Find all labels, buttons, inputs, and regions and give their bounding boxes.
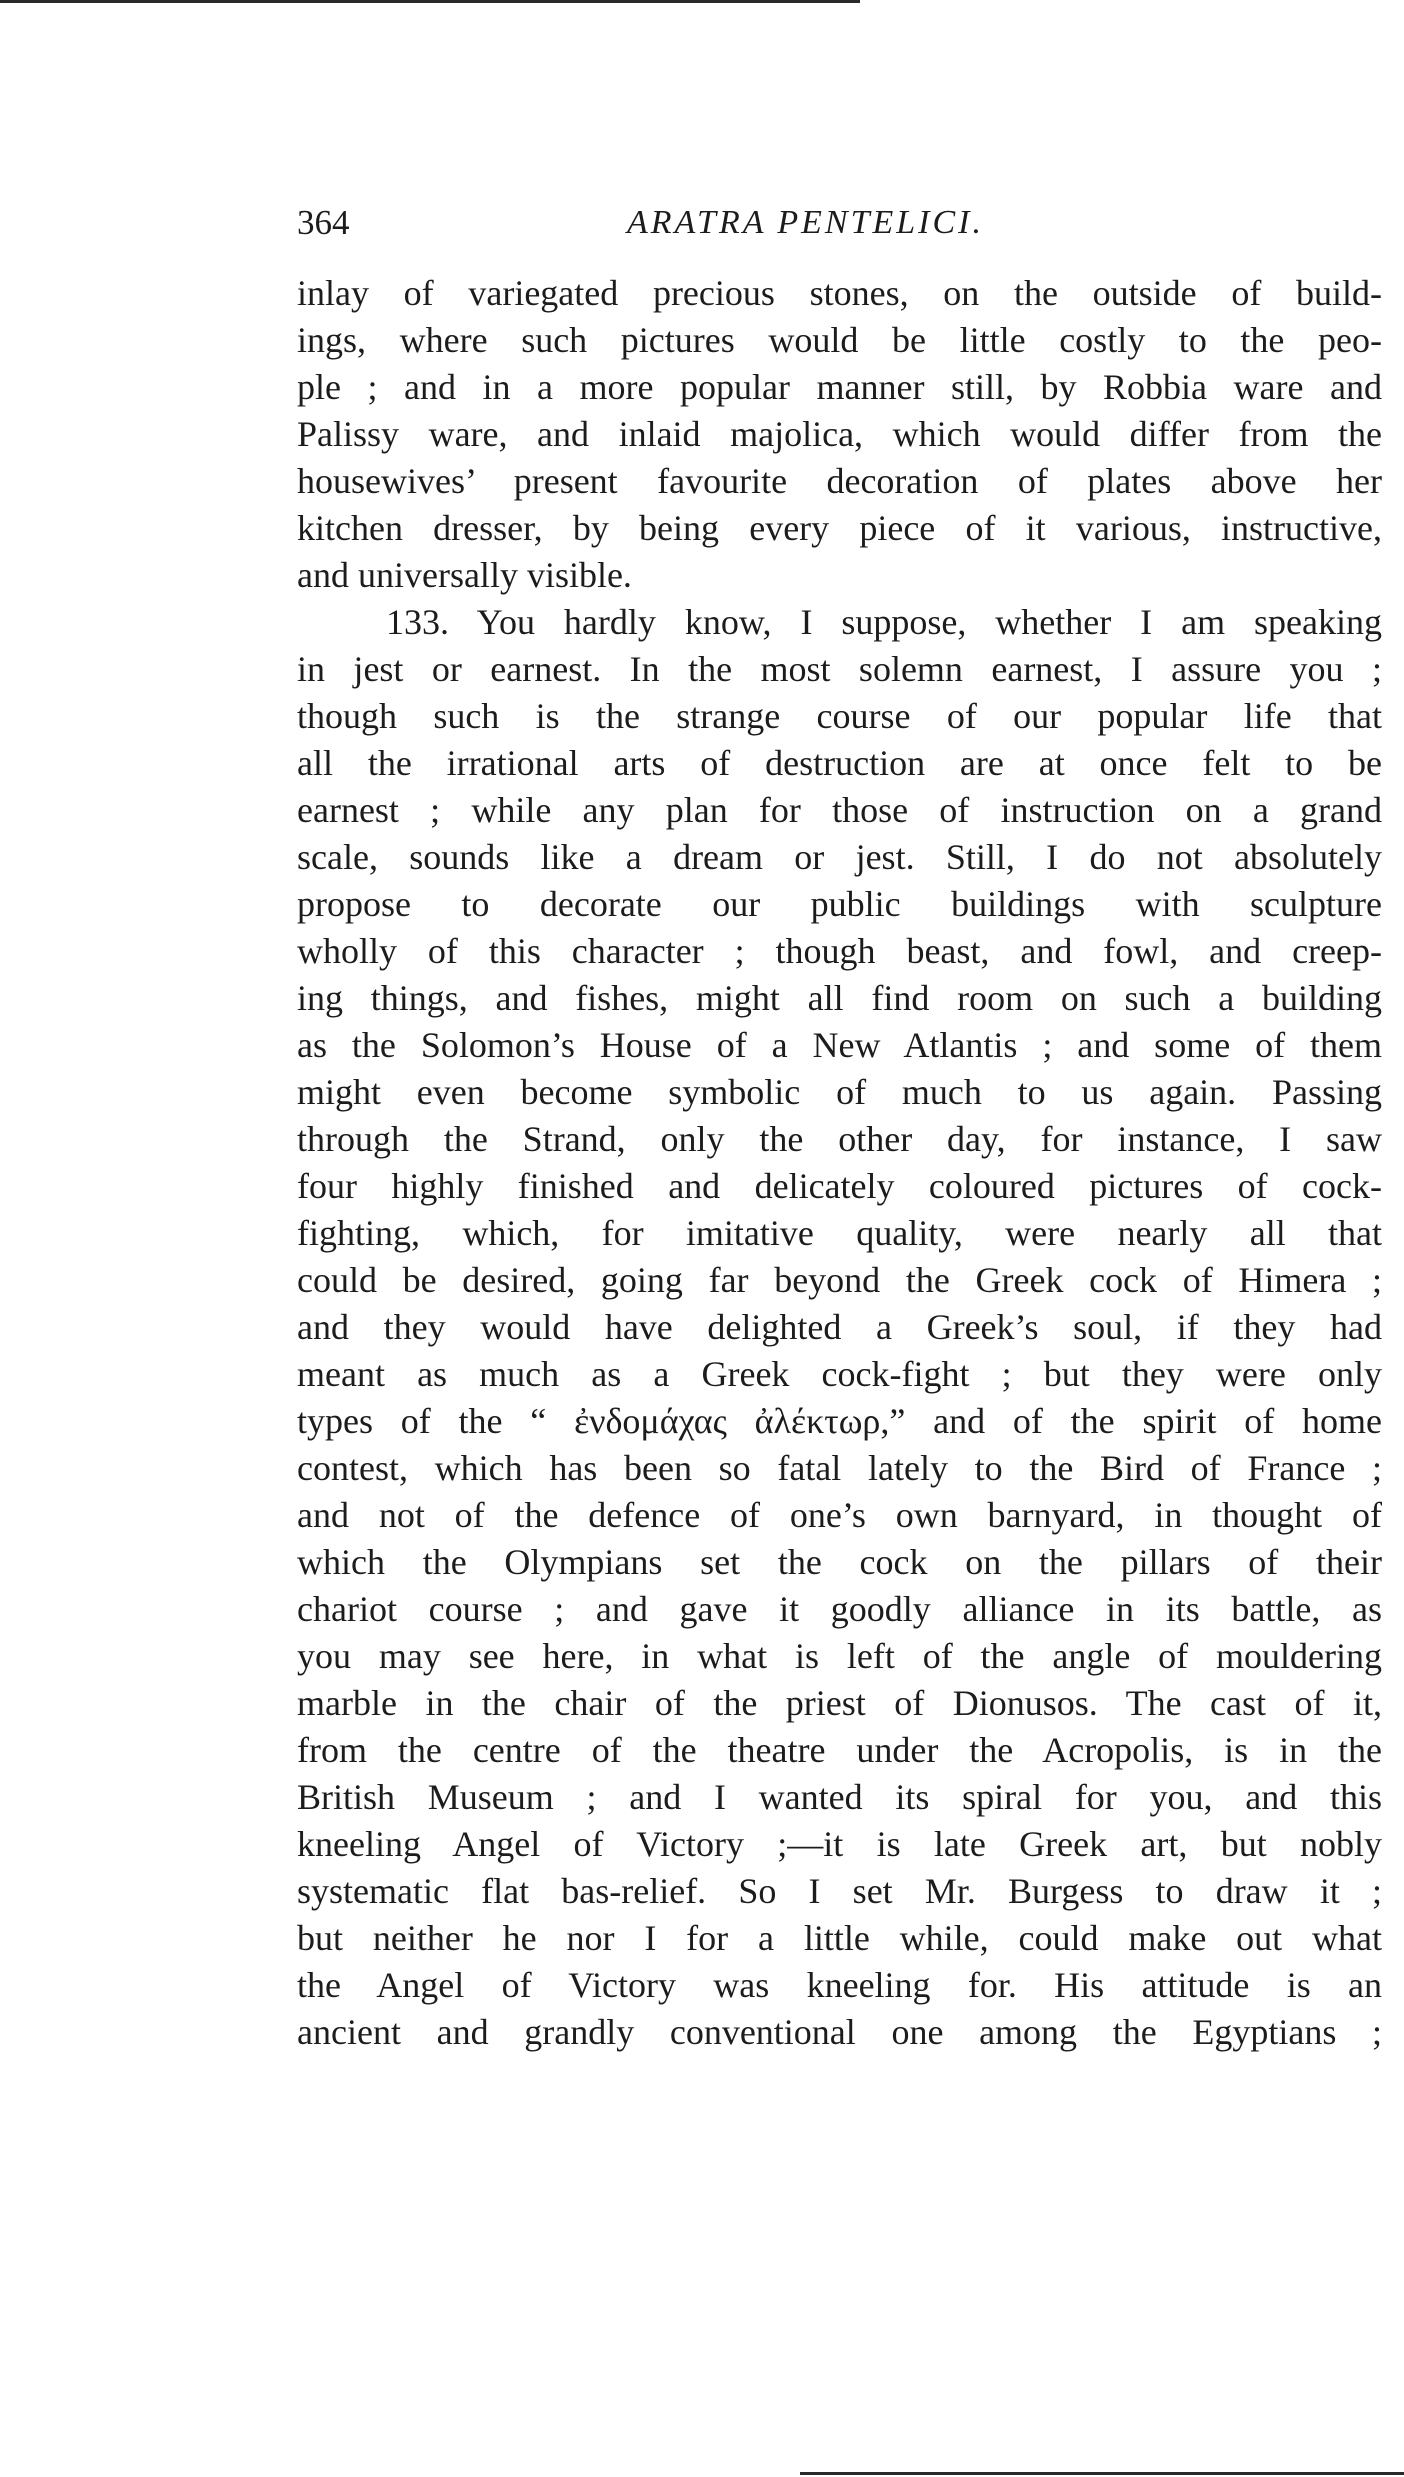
text-line: you may see here, in what is left of the angle of mouldering — [297, 1636, 1382, 1676]
text-line: four highly finished and delicately coloured pictures of cock- — [297, 1166, 1382, 1206]
text-line: systematic flat bas-relief. So I set Mr. Burgess to draw it ; — [297, 1871, 1382, 1911]
text-line: British Museum ; and I wanted its spiral for you, and this — [297, 1777, 1382, 1817]
text-line: meant as much as a Greek cock-fight ; but they were only — [297, 1354, 1382, 1394]
text-line: ing things, and fishes, might all find room on such a building — [297, 978, 1382, 1018]
text-line: marble in the chair of the priest of Dionusos. The cast of it, — [297, 1683, 1382, 1723]
text-line: the Angel of Victory was kneeling for. His attitude is an — [297, 1965, 1382, 2005]
text-line: and they would have delighted a Greek’s soul, if they had — [297, 1307, 1382, 1347]
text-line: housewives’ present favourite decoration of plates above her — [297, 461, 1382, 501]
scan-edge-bottom-rule — [800, 2472, 1404, 2475]
text-line: wholly of this character ; though beast, and fowl, and creep- — [297, 931, 1382, 971]
text-line: ple ; and in a more popular manner still, by Robbia ware and — [297, 367, 1382, 407]
text-line: types of the “ ἐνδομάχας ἀλέκτωρ,” and of the spirit of home — [297, 1401, 1382, 1441]
text-line: ings, where such pictures would be little costly to the peo- — [297, 320, 1382, 360]
paragraph-start-line: 133. You hardly know, I suppose, whether I am speaking — [386, 602, 1382, 642]
text-line: but neither he nor I for a little while, could make out what — [297, 1918, 1382, 1958]
text-line: though such is the strange course of our popular life that — [297, 696, 1382, 736]
text-line: Palissy ware, and inlaid majolica, which would differ from the — [297, 414, 1382, 454]
text-line: inlay of variegated precious stones, on the outside of build- — [297, 273, 1382, 313]
text-line: and universally visible. — [297, 555, 632, 595]
body-text — [297, 270, 1382, 2056]
text-line: chariot course ; and gave it goodly alliance in its battle, as — [297, 1589, 1382, 1629]
text-line: earnest ; while any plan for those of instruction on a grand — [297, 790, 1382, 830]
text-line: scale, sounds like a dream or jest. Still, I do not absolutely — [297, 837, 1382, 877]
text-line: propose to decorate our public buildings with sculpture — [297, 884, 1382, 924]
text-line: contest, which has been so fatal lately to the Bird of France ; — [297, 1448, 1382, 1488]
page-number: 364 — [297, 203, 350, 242]
text-line: fighting, which, for imitative quality, were nearly all that — [297, 1213, 1382, 1253]
text-line: through the Strand, only the other day, for instance, I saw — [297, 1119, 1382, 1159]
text-line: in jest or earnest. In the most solemn earnest, I assure you ; — [297, 649, 1382, 689]
text-line: might even become symbolic of much to us again. Passing — [297, 1072, 1382, 1112]
scan-edge-top-rule — [0, 0, 860, 3]
running-head — [297, 198, 1382, 248]
text-line: and not of the defence of one’s own barnyard, in thought of — [297, 1495, 1382, 1535]
text-line: kitchen dresser, by being every piece of it various, instructive, — [297, 508, 1382, 548]
text-line: all the irrational arts of destruction are at once felt to be — [297, 743, 1382, 783]
text-line: ancient and grandly conventional one among the Egyptians ; — [297, 2012, 1382, 2052]
text-line: could be desired, going far beyond the Greek cock of Himera ; — [297, 1260, 1382, 1300]
text-line: as the Solomon’s House of a New Atlantis ; and some of them — [297, 1025, 1382, 1065]
text-line: kneeling Angel of Victory ;—it is late Greek art, but nobly — [297, 1824, 1382, 1864]
text-line: which the Olympians set the cock on the pillars of their — [297, 1542, 1382, 1582]
running-title: ARATRA PENTELICI. — [627, 204, 984, 241]
text-line: from the centre of the theatre under the Acropolis, is in the — [297, 1730, 1382, 1770]
